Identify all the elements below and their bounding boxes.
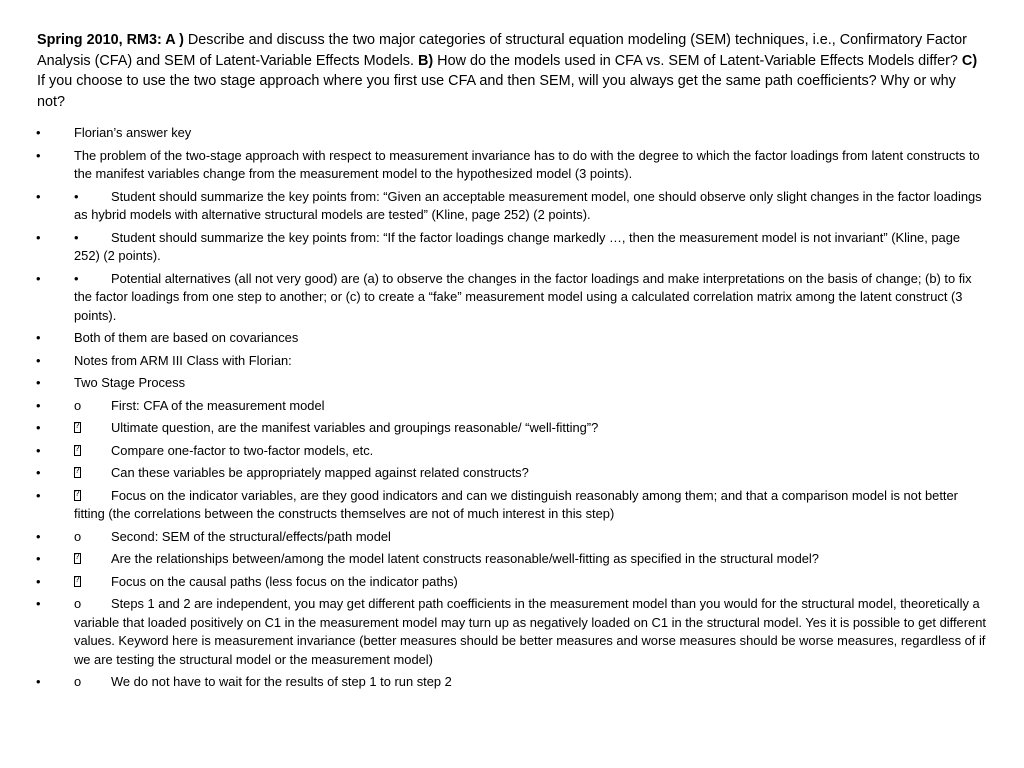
- list-item: [36, 124, 988, 143]
- box-glyph-icon: [74, 490, 81, 501]
- bullet-icon: •: [36, 420, 41, 435]
- list-item: [36, 270, 988, 326]
- bullet-icon: •: [36, 674, 41, 689]
- bullet-icon: •: [36, 551, 41, 566]
- list-item: [36, 397, 988, 416]
- bullet-icon: •: [36, 487, 41, 503]
- sub-marker: o: [74, 596, 82, 611]
- list-item-text: Florian’s answer key: [74, 125, 192, 140]
- heading-b-label: B): [418, 52, 434, 69]
- heading-part-a: Describe and discuss the two major categories of structural equation modeling (SEM) techniques, i.e., Confirmatory Factor Analysis (CFA) and SEM of Latent-Variable Effects Models.: [37, 32, 967, 69]
- bullet-icon: •: [36, 465, 41, 480]
- sub-marker: o: [74, 528, 82, 544]
- bullet-icon: •: [36, 528, 41, 544]
- list-item-text: Student should summarize the key points from: “Given an acceptable measurement model, one should observe only slight changes in the factor loadings as hybrid models with alternative structural models are tested” (Kline, page 252) (2 points).: [74, 188, 982, 222]
- missing-glyph-icon: [74, 487, 111, 506]
- heading-c-label: C): [961, 52, 978, 69]
- list-item: [36, 188, 988, 225]
- list-item-text: Steps 1 and 2 are independent, you may get different path coefficients in the measurement model than you would for the structural model, theoretically a variable that loaded positively on C1 in the measurement model may turn up as negatively loaded on C1 in the structural model. Yes it is possible to get different values. Keyword here is measurement invariance (better measures should be better measures and worse measures should be worse measures, regardless of if we are testing the structural model or the measurement model): [74, 596, 986, 667]
- list-item: [36, 528, 988, 547]
- bullet-icon: •: [36, 573, 41, 589]
- question-heading: [37, 30, 987, 112]
- heading-part-c: If you choose to use the two stage approach where you first use CFA and then SEM, will you always get the same path coefficients? Why or why not?: [37, 73, 956, 110]
- list-item-text: Notes from ARM III Class with Florian:: [74, 352, 292, 368]
- bullet-icon: •: [36, 596, 41, 611]
- list-item-text: Two Stage Process: [74, 375, 186, 390]
- sub-marker: o: [74, 397, 82, 413]
- list-item-text: Student should summarize the key points from: “If the factor loadings change markedly …, then the measurement model is not invariant” (Kline, page 252) (2 points).: [74, 229, 961, 263]
- list-item: [36, 550, 988, 569]
- list-item: [36, 595, 988, 669]
- list-item: [36, 329, 988, 348]
- list-item-text: Both of them are based on covariances: [74, 330, 299, 345]
- list-item: [36, 487, 988, 524]
- box-glyph-icon: [74, 553, 81, 564]
- list-item-text: Compare one-factor to two-factor models, etc.: [111, 442, 374, 458]
- list-item-text: Potential alternatives (all not very good) are (a) to observe the changes in the factor loadings and make interpretations on the basis of change; (b) to fix the factor loadings from one step to another; or (c) to create a “fake” measurement model using a calculated correlation matrix among the latent construct (3 points).: [74, 270, 972, 323]
- sub-marker: •: [74, 270, 79, 286]
- heading-prefix: Spring 2010, RM3: A ): [37, 32, 184, 48]
- list-item: [36, 442, 988, 461]
- bullet-icon: •: [36, 229, 41, 245]
- answer-list: [36, 124, 988, 692]
- bullet-icon: •: [36, 330, 41, 345]
- list-item: [36, 573, 988, 592]
- bullet-icon: •: [36, 147, 41, 163]
- box-glyph-icon: [74, 445, 81, 456]
- list-item: [36, 673, 988, 692]
- heading-part-b: How do the models used in CFA vs. SEM of Latent-Variable Effects Models differ?: [433, 52, 962, 69]
- list-item-text: We do not have to wait for the results of step 1 to run step 2: [111, 674, 452, 689]
- list-item-text: Can these variables be appropriately mapped against related constructs?: [111, 465, 529, 480]
- list-item: [36, 374, 988, 393]
- missing-glyph-icon: [74, 419, 111, 438]
- list-item-text: Second: SEM of the structural/effects/path model: [111, 528, 391, 544]
- list-item: [36, 464, 988, 483]
- list-item-text: Focus on the causal paths (less focus on the indicator paths): [111, 573, 458, 589]
- list-item: [36, 147, 988, 184]
- bullet-icon: •: [36, 270, 41, 286]
- list-item-text: The problem of the two-stage approach with respect to measurement invariance has to do with the degree to which the factor loadings from latent constructs to the manifest variables change from the measurement model to the hypothesized model (3 points).: [74, 147, 980, 181]
- bullet-icon: •: [36, 188, 41, 204]
- sub-marker: •: [74, 188, 79, 204]
- sub-marker: •: [74, 229, 79, 245]
- bullet-icon: •: [36, 125, 41, 140]
- bullet-icon: •: [36, 352, 41, 368]
- list-item: [36, 419, 988, 438]
- box-glyph-icon: [74, 467, 81, 478]
- list-item: [36, 352, 988, 371]
- missing-glyph-icon: [74, 442, 111, 461]
- box-glyph-icon: [74, 576, 81, 587]
- list-item-text: Ultimate question, are the manifest variables and groupings reasonable/ “well-fitting”?: [111, 420, 599, 435]
- missing-glyph-icon: [74, 573, 111, 592]
- list-item-text: First: CFA of the measurement model: [111, 397, 325, 413]
- sub-marker: o: [74, 674, 82, 689]
- list-item-text: Focus on the indicator variables, are they good indicators and can we distinguish reasonably among them; and that a comparison model is not better fitting (the correlations between the constructs themselves are not of much interest in this step): [74, 487, 958, 521]
- bullet-icon: •: [36, 442, 41, 458]
- missing-glyph-icon: [74, 464, 111, 483]
- list-item-text: Are the relationships between/among the model latent constructs reasonable/well-fitting as specified in the structural model?: [111, 551, 819, 566]
- bullet-icon: •: [36, 375, 41, 390]
- bullet-icon: •: [36, 397, 41, 413]
- list-item: [36, 229, 988, 266]
- missing-glyph-icon: [74, 550, 111, 569]
- box-glyph-icon: [74, 422, 81, 433]
